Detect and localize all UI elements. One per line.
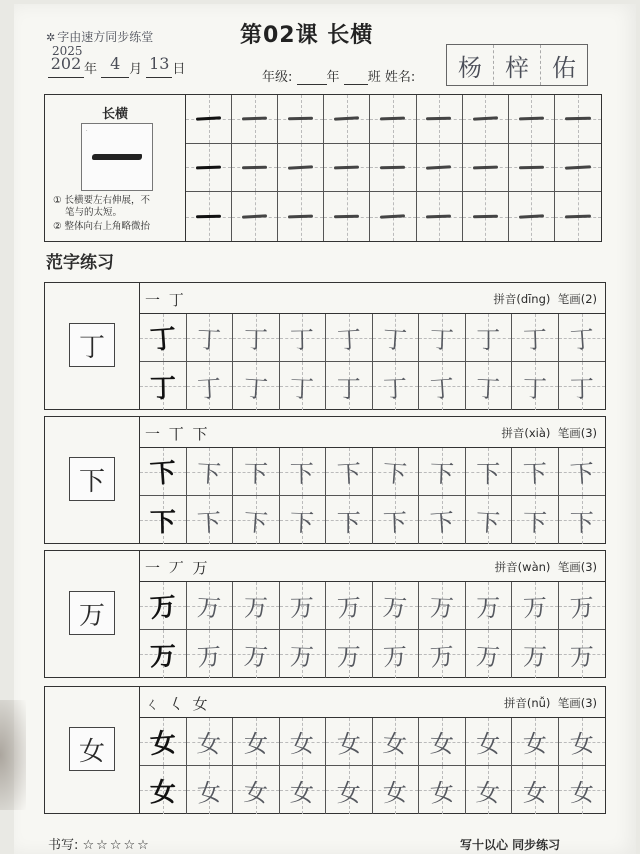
practice-char: 女 (428, 777, 455, 808)
brand-label (46, 28, 153, 45)
practice-char: 丁 (522, 374, 547, 403)
character-practice-grid (140, 717, 605, 814)
class-name-label: 班 姓名: (367, 70, 416, 85)
practice-char: 丁 (428, 373, 455, 404)
practice-char: 下 (428, 507, 455, 538)
practice-cell[interactable] (280, 448, 327, 496)
practice-char: 下 (429, 459, 455, 489)
practice-char: 万 (242, 641, 269, 672)
model-character: 万 (69, 591, 115, 635)
practice-char: 女 (243, 729, 268, 759)
character-block-3 (44, 550, 606, 678)
practice-char: 下 (149, 507, 177, 538)
practice-cell[interactable] (233, 766, 280, 814)
practice-char: 女 (569, 778, 595, 807)
practice-char: 下 (336, 508, 361, 537)
heng-stroke (196, 214, 221, 217)
heng-stroke (473, 116, 498, 120)
practice-char: 女 (382, 729, 409, 759)
practice-cell[interactable] (140, 496, 187, 544)
practice-cell[interactable] (559, 582, 606, 630)
stroke-practice-cell[interactable] (417, 95, 463, 144)
practice-cell[interactable] (233, 582, 280, 630)
practice-cell[interactable] (140, 630, 187, 678)
practice-char: 下 (336, 459, 362, 489)
practice-char: 女 (148, 728, 177, 760)
heng-stroke (473, 214, 498, 217)
stroke-practice-cell[interactable] (509, 192, 555, 241)
class-field[interactable] (344, 70, 368, 85)
practice-char: 丁 (476, 326, 501, 354)
practice-cell[interactable] (419, 582, 466, 630)
practice-cell[interactable] (419, 448, 466, 496)
practice-char: 女 (196, 729, 222, 759)
pinyin-label: 拼音(nǚ) (503, 696, 551, 710)
practice-cell[interactable] (466, 496, 513, 544)
char-meta (495, 559, 597, 575)
practice-char: 丁 (289, 374, 315, 403)
practice-cell[interactable] (326, 582, 373, 630)
strokes-label: 笔画(3) (557, 696, 597, 710)
practice-cell[interactable] (187, 362, 234, 410)
strokes-label: 笔画(3) (557, 426, 597, 440)
stroke-practice-cell[interactable] (509, 95, 555, 144)
practice-char: 万 (149, 641, 177, 672)
practice-char: 下 (196, 507, 223, 538)
info-line (262, 66, 415, 85)
practice-cell[interactable] (140, 362, 187, 410)
practice-char: 万 (475, 641, 501, 672)
practice-cell[interactable] (280, 630, 327, 678)
practice-cell[interactable] (140, 314, 187, 362)
practice-char: 下 (243, 459, 268, 489)
practice-cell[interactable] (280, 718, 327, 766)
practice-char: 丁 (148, 324, 177, 356)
heng-stroke (473, 165, 498, 169)
practice-cell[interactable] (187, 766, 234, 814)
heng-stroke (519, 165, 544, 168)
practice-char: 万 (196, 641, 223, 672)
practice-char: 万 (243, 593, 268, 623)
stroke-order: 一 丁 (145, 291, 186, 309)
practice-cell[interactable] (512, 496, 559, 544)
practice-char: 女 (522, 729, 548, 759)
practice-cell[interactable] (326, 630, 373, 678)
practice-char: 万 (476, 594, 501, 622)
practice-char: 丁 (336, 374, 361, 403)
stroke-practice-cell[interactable] (555, 144, 601, 193)
practice-cell[interactable] (140, 448, 187, 496)
strokes-label: 笔画(2) (557, 292, 597, 306)
heng-stroke (288, 165, 313, 169)
practice-cell[interactable] (233, 314, 280, 362)
model-panel (45, 551, 140, 677)
practice-cell[interactable] (466, 630, 513, 678)
date-day-value: 13 (149, 54, 170, 73)
lesson-tip-2: ② 整体向右上角略微抬 (53, 221, 151, 232)
heng-stroke (242, 165, 267, 168)
practice-char: 下 (289, 508, 315, 537)
stroke-practice-cell[interactable] (232, 95, 278, 144)
practice-cell[interactable] (373, 718, 420, 766)
practice-char: 万 (568, 593, 595, 623)
practice-cell[interactable] (280, 766, 327, 814)
heng-stroke (565, 214, 591, 218)
stroke-practice-cell[interactable] (509, 144, 555, 193)
date-year-over: 202 (50, 54, 82, 73)
model-character: 下 (69, 457, 115, 501)
practice-char: 女 (336, 778, 361, 807)
practice-char: 万 (148, 592, 177, 624)
practice-cell[interactable] (187, 582, 234, 630)
practice-cell[interactable] (373, 362, 420, 410)
practice-cell[interactable] (419, 766, 466, 814)
practice-cell[interactable] (419, 362, 466, 410)
practice-char: 万 (336, 642, 361, 671)
practice-cell[interactable] (466, 718, 513, 766)
practice-cell[interactable] (140, 718, 187, 766)
practice-char: 丁 (149, 373, 177, 404)
practice-char: 万 (382, 593, 409, 623)
practice-char: 丁 (242, 373, 269, 404)
stroke-shape (92, 154, 142, 160)
heng-stroke (288, 214, 313, 218)
practice-cell[interactable] (373, 314, 420, 362)
date-year-suffix: 年 (84, 62, 98, 77)
character-block-4 (44, 686, 606, 814)
practice-cell[interactable] (326, 766, 373, 814)
stroke-order: 一 丆 万 (145, 559, 210, 577)
grade-field[interactable] (297, 70, 327, 85)
char-meta (504, 695, 597, 711)
practice-cell[interactable] (559, 766, 606, 814)
stroke-order: ㄑ 𡿨 女 (145, 695, 210, 713)
lesson-tip-1b: 笔与的太短。 (65, 207, 123, 218)
practice-cell[interactable] (187, 314, 234, 362)
heng-stroke (288, 117, 313, 120)
practice-char: 女 (475, 777, 501, 808)
practice-cell[interactable] (187, 630, 234, 678)
footer-rating (48, 834, 151, 853)
student-name-box[interactable] (446, 44, 588, 86)
date-line (48, 44, 186, 78)
practice-cell[interactable] (373, 766, 420, 814)
practice-cell[interactable] (187, 718, 234, 766)
practice-cell[interactable] (466, 766, 513, 814)
practice-cell[interactable] (512, 718, 559, 766)
practice-char: 丁 (429, 325, 455, 355)
practice-cell[interactable] (233, 630, 280, 678)
stroke-practice-cell[interactable] (555, 95, 601, 144)
practice-cell[interactable] (326, 496, 373, 544)
practice-char: 女 (568, 729, 595, 759)
practice-cell[interactable] (512, 448, 559, 496)
stroke-practice-cell[interactable] (186, 144, 232, 193)
heng-stroke (426, 214, 451, 218)
character-practice-grid (140, 313, 605, 410)
practice-char: 丁 (243, 325, 268, 355)
heng-stroke (334, 214, 359, 217)
name-char-3: 佑 (552, 53, 576, 82)
practice-cell[interactable] (326, 448, 373, 496)
practice-char: 女 (242, 777, 269, 808)
practice-cell[interactable] (512, 766, 559, 814)
model-panel (45, 687, 140, 813)
stroke-lesson-info (45, 95, 186, 241)
practice-char: 女 (382, 778, 408, 807)
practice-char: 下 (568, 459, 595, 489)
character-block-1 (44, 282, 606, 410)
character-practice-grid (140, 581, 605, 678)
practice-char: 下 (196, 459, 222, 489)
stroke-practice-cell[interactable] (278, 144, 324, 193)
stroke-order: 一 丅 下 (145, 425, 210, 443)
stroke-preview-image: · (81, 123, 153, 191)
practice-cell[interactable] (419, 496, 466, 544)
practice-cell[interactable] (559, 448, 606, 496)
character-practice-grid (140, 447, 605, 544)
heng-stroke (196, 165, 221, 169)
section-title: 范字练习 (46, 253, 114, 273)
practice-cell[interactable] (512, 362, 559, 410)
lesson-title: 第02课 长横 (240, 23, 374, 48)
stroke-practice-cell[interactable] (555, 192, 601, 241)
practice-cell[interactable] (233, 496, 280, 544)
pinyin-label: 拼音(wàn) (494, 560, 551, 574)
model-character: 女 (69, 727, 115, 771)
practice-char: 女 (476, 730, 501, 758)
stroke-practice-cell[interactable] (278, 192, 324, 241)
practice-cell[interactable] (187, 448, 234, 496)
practice-cell[interactable] (326, 314, 373, 362)
practice-cell[interactable] (373, 582, 420, 630)
practice-cell[interactable] (559, 496, 606, 544)
footer-brand: 写十以心 同步练习 (460, 838, 561, 852)
practice-char: 万 (522, 642, 547, 671)
heng-stroke (565, 117, 591, 120)
practice-char: 女 (429, 729, 455, 759)
practice-cell[interactable] (280, 362, 327, 410)
practice-cell[interactable] (512, 314, 559, 362)
practice-char: 下 (148, 458, 177, 490)
model-panel (45, 417, 140, 543)
stroke-practice-cell[interactable] (370, 144, 416, 193)
model-character: 丁 (69, 323, 115, 367)
practice-cell[interactable] (373, 496, 420, 544)
brand-mark-icon: ✲ (46, 31, 56, 44)
pinyin-label: 拼音(dīng) (493, 292, 551, 306)
heng-stroke (426, 117, 451, 120)
practice-cell[interactable] (466, 448, 513, 496)
practice-char: 下 (476, 460, 501, 488)
practice-char: 下 (475, 507, 501, 538)
practice-cell[interactable] (280, 496, 327, 544)
date-month-suffix: 月 (129, 62, 143, 77)
stroke-practice-cell[interactable] (186, 192, 232, 241)
practice-char: 下 (242, 507, 269, 538)
practice-char: 女 (149, 777, 177, 808)
practice-cell[interactable] (187, 496, 234, 544)
practice-char: 万 (428, 641, 455, 672)
practice-char: 万 (522, 593, 548, 623)
practice-cell[interactable] (512, 582, 559, 630)
stroke-practice-cell[interactable] (370, 192, 416, 241)
practice-cell[interactable] (559, 314, 606, 362)
stroke-name: 长横 (101, 107, 128, 122)
year-label: 年 (326, 70, 340, 85)
practice-char: 万 (290, 593, 315, 623)
practice-char: 丁 (336, 325, 362, 355)
practice-char: 下 (522, 459, 548, 489)
strokes-label: 笔画(3) (557, 560, 597, 574)
char-meta (501, 425, 597, 441)
practice-char: 女 (522, 778, 547, 807)
heng-stroke (196, 116, 221, 120)
char-meta (493, 291, 597, 307)
stroke-practice-cell[interactable] (417, 144, 463, 193)
stroke-practice-cell[interactable] (463, 192, 509, 241)
star-rating-icon[interactable]: ☆☆☆☆☆ (82, 838, 151, 853)
practice-char: 下 (290, 459, 315, 489)
practice-char: 下 (382, 459, 409, 489)
practice-cell[interactable] (419, 314, 466, 362)
heng-stroke (334, 165, 359, 169)
stroke-practice-cell[interactable] (463, 95, 509, 144)
stroke-practice-grid (186, 95, 601, 241)
practice-char: 下 (382, 508, 408, 537)
grade-label: 年级: (262, 70, 293, 85)
practice-cell[interactable] (140, 582, 187, 630)
practice-cell[interactable] (233, 718, 280, 766)
lesson-tip-1: ① 长横要左右伸展，不 (53, 195, 151, 206)
pinyin-label: 拼音(xià) (501, 426, 551, 440)
practice-cell[interactable] (466, 582, 513, 630)
practice-char: 女 (196, 777, 223, 808)
practice-cell[interactable] (233, 362, 280, 410)
heng-stroke (565, 165, 591, 169)
practice-char: 万 (196, 593, 222, 623)
practice-cell[interactable] (419, 630, 466, 678)
name-char-1: 杨 (447, 45, 494, 85)
practice-cell[interactable] (373, 630, 420, 678)
stroke-practice-cell[interactable] (324, 192, 370, 241)
practice-cell[interactable] (140, 766, 187, 814)
date-day-suffix: 日 (172, 62, 186, 77)
name-char-2: 梓 (494, 45, 541, 85)
character-block-2 (44, 416, 606, 544)
practice-cell[interactable] (419, 718, 466, 766)
practice-char: 丁 (568, 325, 595, 355)
thumb-shadow (0, 700, 26, 810)
practice-char: 丁 (196, 373, 223, 404)
practice-char: 下 (522, 508, 547, 537)
practice-char: 女 (336, 729, 362, 759)
brand-text: 字由速方同步练堂 (57, 30, 154, 44)
practice-cell[interactable] (512, 630, 559, 678)
stroke-practice-cell[interactable] (278, 95, 324, 144)
date-month-value: 4 (110, 54, 121, 73)
stroke-practice-cell[interactable] (232, 144, 278, 193)
practice-cell[interactable] (373, 448, 420, 496)
practice-cell[interactable] (466, 362, 513, 410)
practice-char: 万 (289, 642, 315, 671)
stroke-practice-cell[interactable] (370, 95, 416, 144)
heng-stroke (380, 165, 405, 168)
footer-label: 书写: (48, 838, 79, 853)
heng-stroke (380, 214, 405, 218)
stroke-practice-cell[interactable] (186, 95, 232, 144)
heng-stroke (519, 214, 544, 218)
practice-char: 丁 (569, 374, 595, 403)
practice-cell[interactable] (559, 630, 606, 678)
practice-char: 女 (290, 729, 315, 759)
stroke-practice-cell[interactable] (463, 144, 509, 193)
stroke-practice-cell[interactable] (324, 95, 370, 144)
practice-char: 丁 (382, 374, 408, 403)
stroke-lesson-block (44, 94, 602, 242)
practice-char: 丁 (522, 325, 548, 355)
heng-stroke (242, 214, 267, 218)
practice-cell[interactable] (326, 362, 373, 410)
practice-char: 女 (289, 778, 315, 807)
practice-char: 万 (336, 593, 362, 623)
stroke-practice-cell[interactable] (324, 144, 370, 193)
practice-cell[interactable] (326, 718, 373, 766)
practice-char: 下 (569, 508, 595, 537)
practice-cell[interactable] (280, 314, 327, 362)
practice-cell[interactable] (280, 582, 327, 630)
practice-char: 万 (569, 642, 595, 671)
practice-char: 丁 (196, 325, 222, 355)
practice-cell[interactable] (559, 362, 606, 410)
practice-char: 丁 (290, 325, 315, 355)
practice-cell[interactable] (559, 718, 606, 766)
date-year-hand: 2025 (52, 44, 83, 58)
practice-char: 万 (429, 593, 455, 623)
practice-char: 丁 (475, 373, 501, 404)
practice-cell[interactable] (233, 448, 280, 496)
model-panel (45, 283, 140, 409)
practice-cell[interactable] (466, 314, 513, 362)
stroke-practice-cell[interactable] (417, 192, 463, 241)
practice-char: 丁 (382, 325, 409, 355)
heng-stroke (334, 116, 359, 120)
practice-char: 万 (382, 642, 408, 671)
heng-stroke (426, 165, 451, 169)
stroke-practice-cell[interactable] (232, 192, 278, 241)
